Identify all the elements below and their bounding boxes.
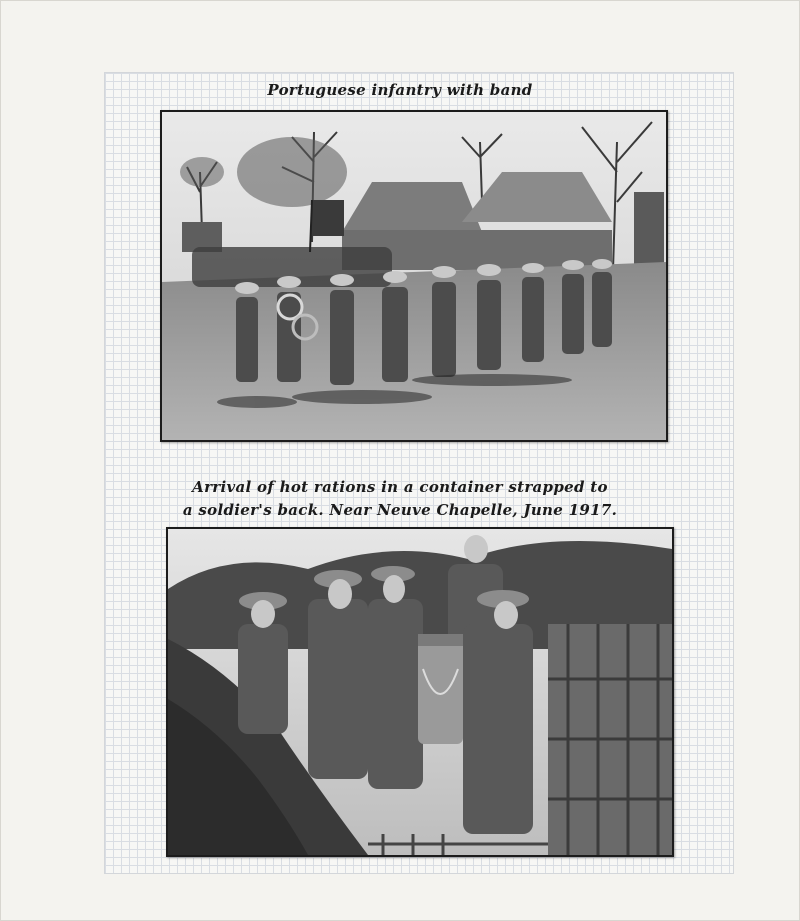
infantry-march-photo	[162, 112, 666, 440]
caption-bottom-line2: a soldier's back. Near Neuve Chapelle, June 1917.	[182, 501, 618, 519]
photo-hot-rations-trench	[166, 527, 674, 857]
photo-portuguese-infantry-band	[160, 110, 668, 442]
caption-bottom-line1: Arrival of hot rations in a container strapped to	[192, 478, 608, 496]
caption-top: Portuguese infantry with band	[267, 81, 533, 99]
caption-bottom	[0, 476, 800, 522]
trench-rations-photo	[168, 529, 672, 855]
